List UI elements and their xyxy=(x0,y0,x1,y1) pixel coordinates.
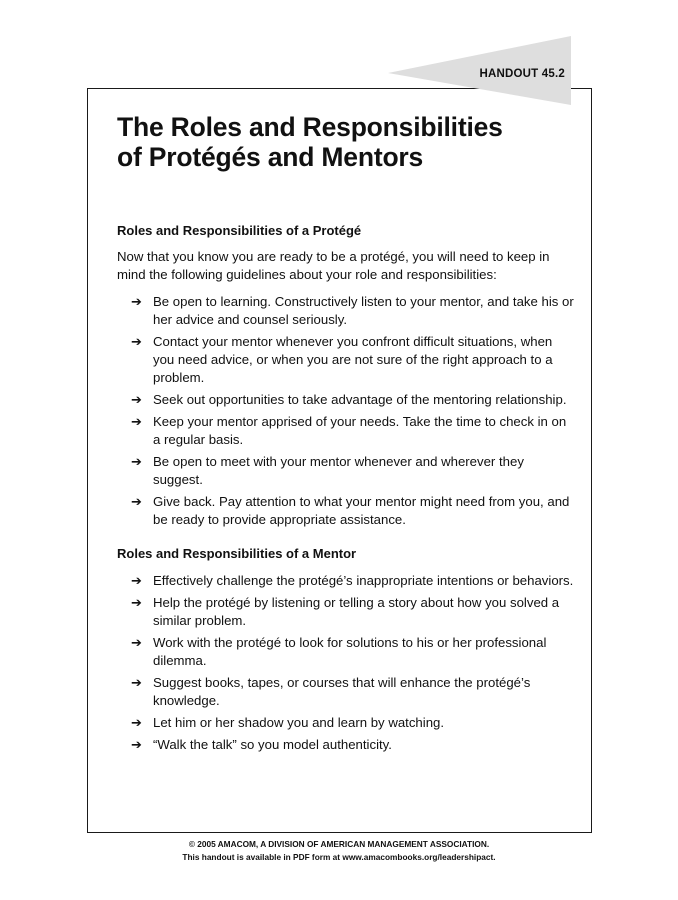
list-item xyxy=(117,572,577,590)
list-item-text: Give back. Pay attention to what your mentor might need from you, and be ready to provide appropriate assistance. xyxy=(153,494,570,527)
arrow-right-icon: ➔ xyxy=(131,454,142,469)
list-item-text: Work with the protégé to look for solutions to his or her professional dilemma. xyxy=(153,635,547,668)
list-item xyxy=(117,736,577,754)
title-line-1: The Roles and Responsibilities xyxy=(117,112,503,142)
arrow-right-icon: ➔ xyxy=(131,392,142,407)
list-item-text: Help the protégé by listening or telling a story about how you solved a similar problem. xyxy=(153,595,560,628)
arrow-right-icon: ➔ xyxy=(131,573,142,588)
list-item-text: Be open to meet with your mentor whenever and wherever they suggest. xyxy=(153,454,524,487)
mentor-list xyxy=(117,572,577,754)
arrow-right-icon: ➔ xyxy=(131,494,142,509)
arrow-right-icon: ➔ xyxy=(131,715,142,730)
handout-label: HANDOUT 45.2 xyxy=(479,68,565,80)
list-item-text: Suggest books, tapes, or courses that will enhance the protégé’s knowledge. xyxy=(153,675,531,708)
page-footer xyxy=(0,838,678,864)
mentor-section-heading: Roles and Responsibilities of a Mentor xyxy=(117,546,357,561)
handout-tab xyxy=(388,36,571,105)
arrow-right-icon: ➔ xyxy=(131,635,142,650)
list-item xyxy=(117,594,577,630)
list-item xyxy=(117,714,577,732)
footer-availability: This handout is available in PDF form at www.amacombooks.org/leadershipact. xyxy=(182,852,496,862)
list-item xyxy=(117,293,577,329)
list-item xyxy=(117,413,577,449)
list-item-text: Contact your mentor whenever you confront difficult situations, when you need advice, or when you are not sure of the right approach to a problem. xyxy=(153,334,553,385)
list-item-text: Keep your mentor apprised of your needs. Take the time to check in on a regular basis. xyxy=(153,414,567,447)
protege-section-heading: Roles and Responsibilities of a Protégé xyxy=(117,223,362,238)
list-item-text: Be open to learning. Constructively listen to your mentor, and take his or her advice and counsel seriously. xyxy=(153,294,574,327)
footer-copyright: © 2005 AMACOM, A DIVISION OF AMERICAN MANAGEMENT ASSOCIATION. xyxy=(188,839,490,849)
arrow-right-icon: ➔ xyxy=(131,294,142,309)
arrow-right-icon: ➔ xyxy=(131,414,142,429)
list-item-text: Let him or her shadow you and learn by watching. xyxy=(153,715,445,730)
list-item xyxy=(117,333,577,387)
list-item xyxy=(117,391,577,409)
protege-list xyxy=(117,293,577,529)
list-item xyxy=(117,674,577,710)
arrow-right-icon: ➔ xyxy=(131,675,142,690)
list-item xyxy=(117,634,577,670)
arrow-right-icon: ➔ xyxy=(131,334,142,349)
list-item-text: “Walk the talk” so you model authenticity. xyxy=(153,737,392,752)
handout-content xyxy=(117,112,577,758)
list-item xyxy=(117,493,577,529)
arrow-right-icon: ➔ xyxy=(131,595,142,610)
protege-intro: Now that you know you are ready to be a protégé, you will need to keep in mind the following guidelines about your role and responsibilities: xyxy=(117,249,550,282)
list-item-text: Effectively challenge the protégé’s inappropriate intentions or behaviors. xyxy=(153,573,574,588)
page-title xyxy=(117,112,577,172)
list-item-text: Seek out opportunities to take advantage of the mentoring relationship. xyxy=(153,392,567,407)
arrow-right-icon: ➔ xyxy=(131,737,142,752)
title-line-2: of Protégés and Mentors xyxy=(117,142,424,172)
list-item xyxy=(117,453,577,489)
